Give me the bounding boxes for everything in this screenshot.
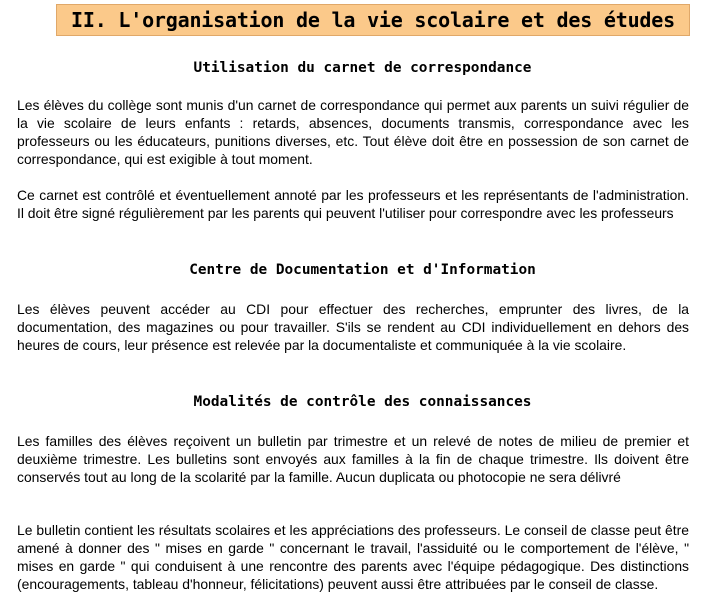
paragraph-text: Le bulletin contient les résultats scolaires et les appréciations des professeurs. Le conseil de classe peut être amené à donner des " mises en garde " concernant le travail, l'assiduité ou le comportement de l'élève, " mises en garde " qui conduisent à une rencontre des parents avec l'équipe pédagogique. Des distinctions (encouragements, tableau d'honneur, félicitations) peuvent aussi être attribuées par le conseil de classe.: [17, 522, 689, 592]
page-title: II. L'organisation de la vie scolaire et des études: [71, 8, 675, 32]
paragraph-carnet-2: [17, 186, 689, 222]
section-heading-cdi: Centre de Documentation et d'Information: [189, 262, 536, 278]
paragraph-controle-2: [17, 521, 689, 593]
paragraph-text: Les élèves peuvent accéder au CDI pour effectuer des recherches, emprunter des livres, de la documentation, des magazines ou pour travailler. S'ils se rendent au CDI individuellement en dehors des heures de cours, leur présence est relevée par la documentaliste et communiquée à la vie scolaire.: [17, 301, 689, 353]
paragraph-carnet-1: [17, 96, 689, 168]
section-heading-carnet: Utilisation du carnet de correspondance: [193, 60, 532, 76]
paragraph-text: Les élèves du collège sont munis d'un carnet de correspondance qui permet aux parents un suivi régulier de la vie scolaire de leurs enfants : retards, absences, documents transmis, correspondance avec les professeurs ou les éducateurs, punitions diverses, etc. Tout élève doit être en possession de son carnet de correspondance, qui est exigible à tout moment.: [17, 97, 689, 167]
title-banner: [56, 4, 690, 36]
paragraph-cdi-1: [17, 300, 689, 354]
paragraph-text: Les familles des élèves reçoivent un bulletin par trimestre et un relevé de notes de milieu de premier et deuxième trimestre. Les bulletins sont envoyés aux familles à la fin de chaque trimestre. Ils doivent être conservés tout au long de la scolarité par la famille. Aucun duplicata ou photocopie ne sera délivré: [17, 433, 689, 485]
paragraph-controle-1: [17, 432, 689, 486]
section-heading-controle: Modalités de contrôle des connaissances: [193, 394, 532, 410]
paragraph-text: Ce carnet est contrôlé et éventuellement annoté par les professeurs et les représentants de l'administration. Il doit être signé régulièrement par les parents qui peuvent l'utiliser pour correspondre avec les professeurs: [17, 187, 689, 221]
